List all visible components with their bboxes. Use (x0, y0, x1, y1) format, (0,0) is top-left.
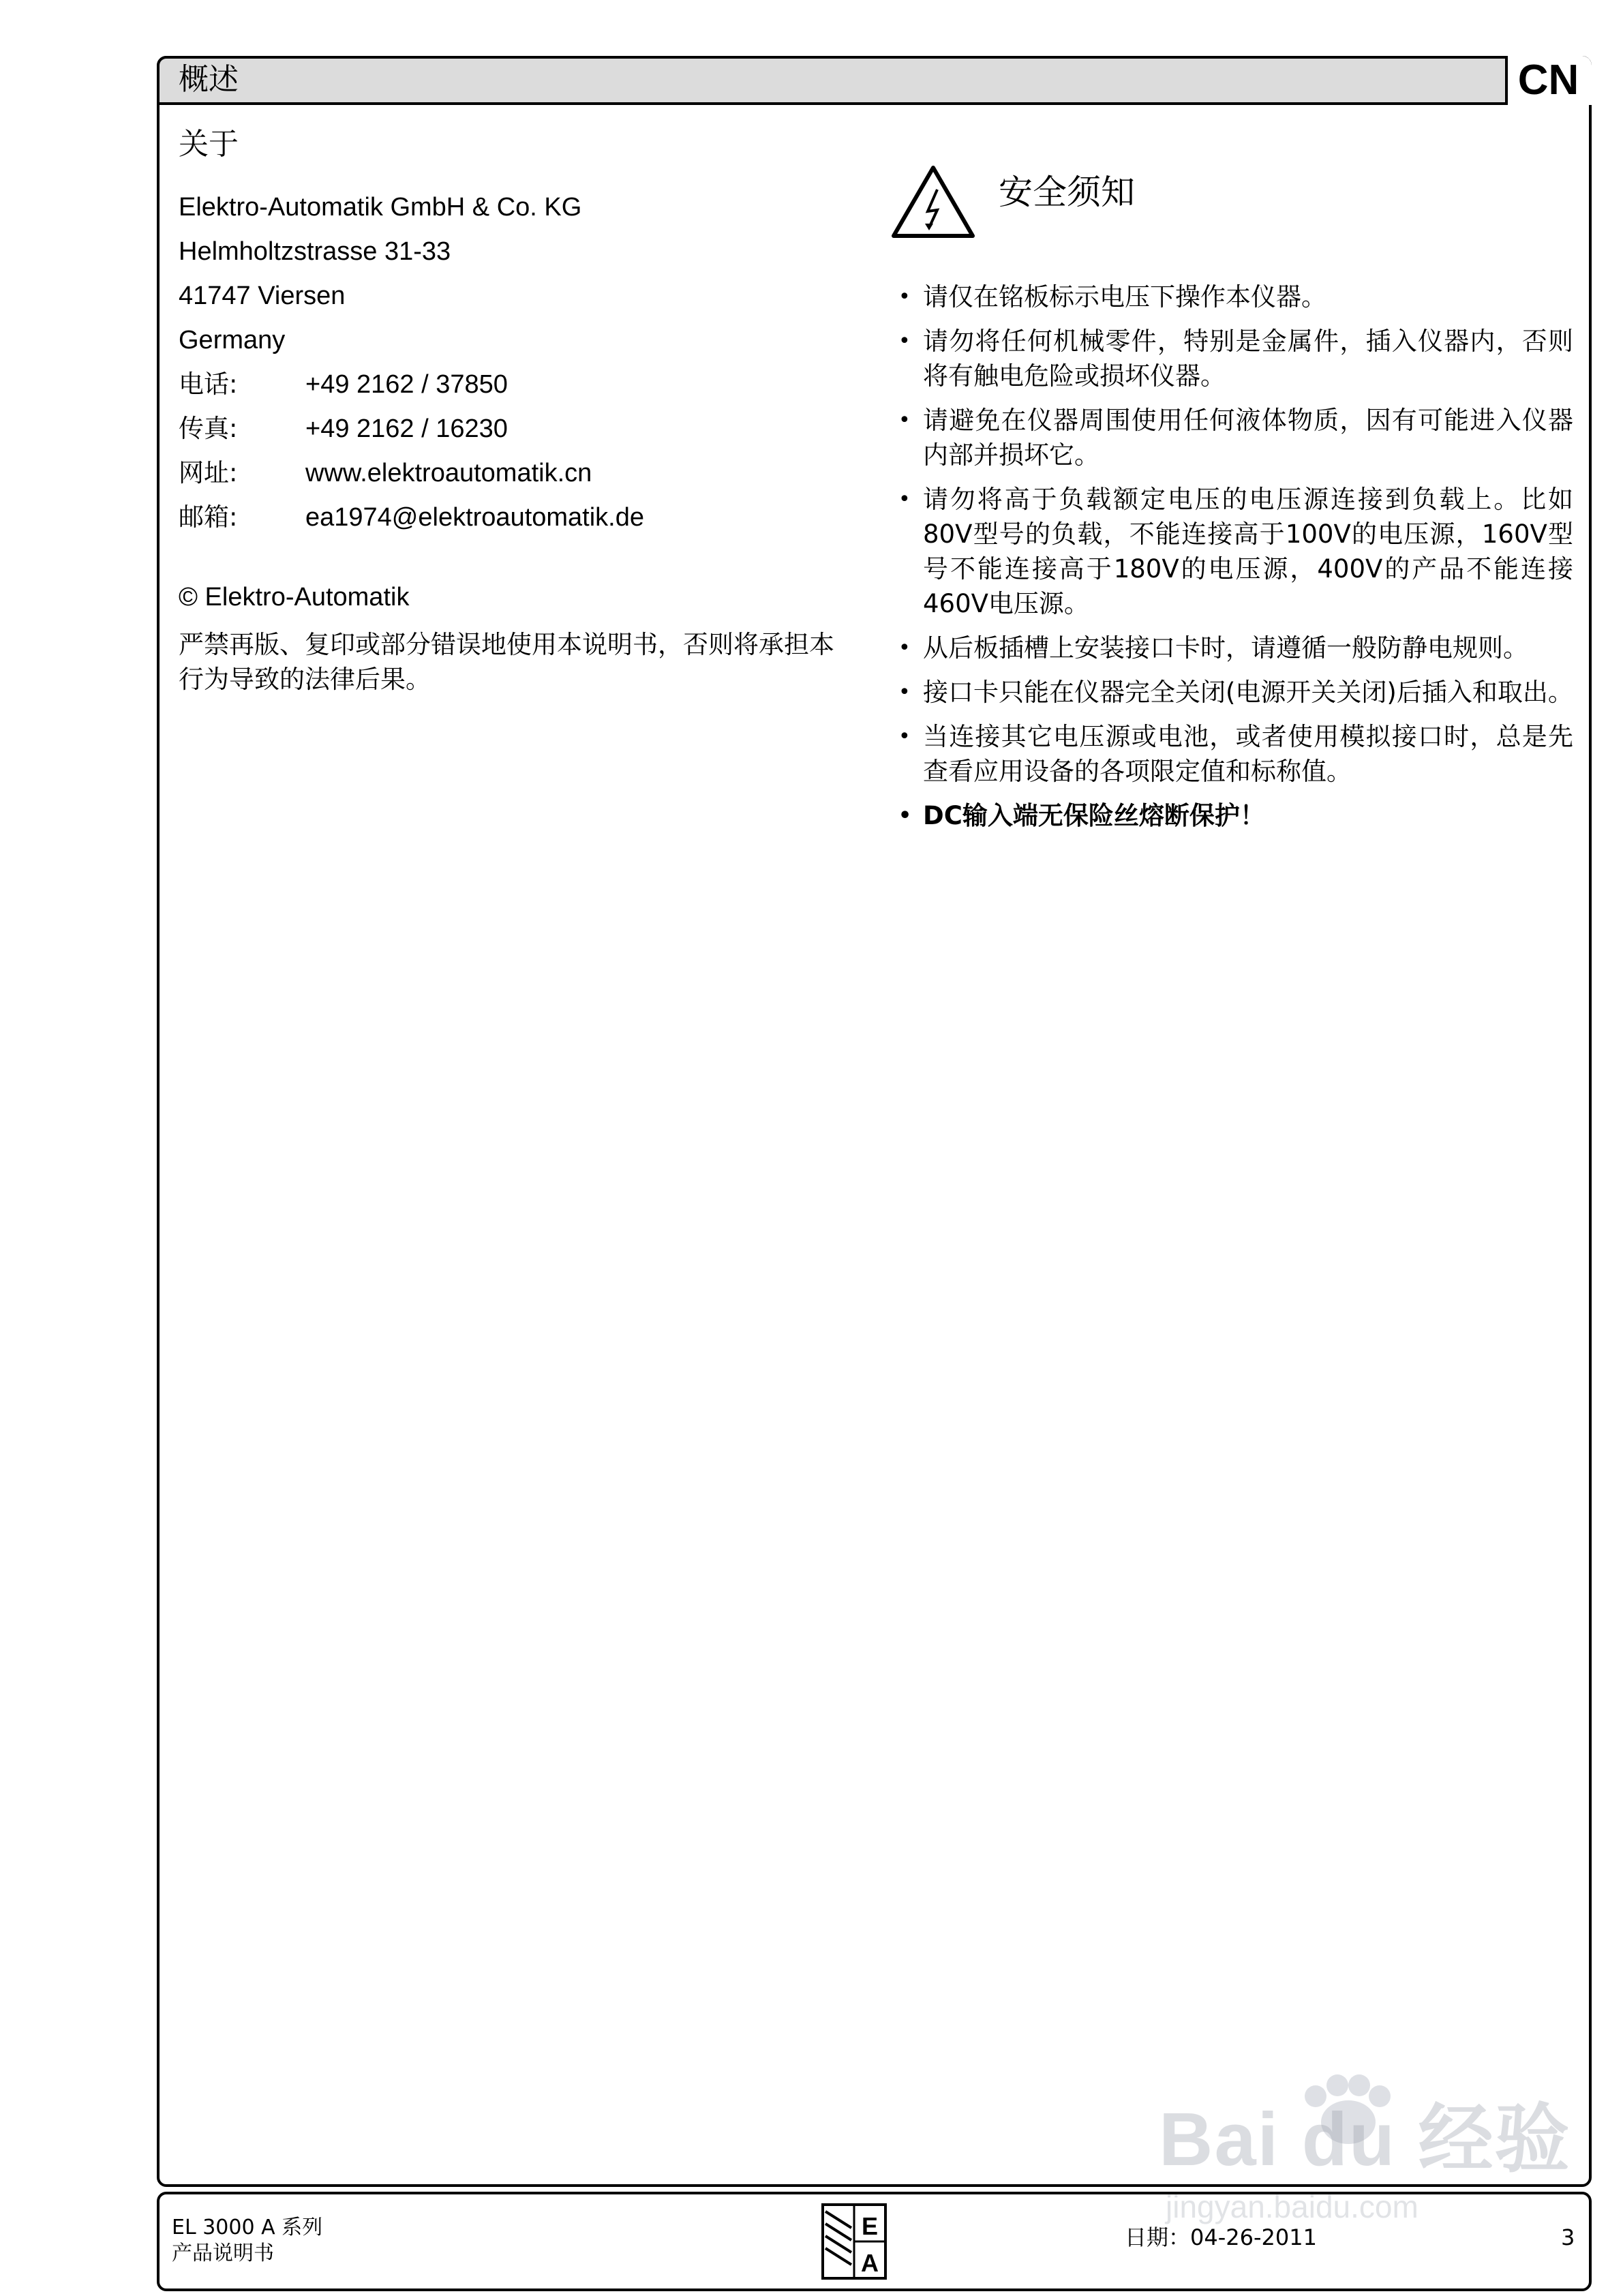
fax-label: 传真: (179, 414, 238, 443)
about-title: 关于 (179, 127, 239, 162)
fax-value: +49 2162 / 16230 (305, 414, 508, 443)
ea-logo-icon (821, 2203, 887, 2280)
safety-item: • 从后板插槽上安装接口卡时，请遵循一般防静电规则。 (898, 631, 1573, 665)
safety-item: • 请避免在仪器周围使用任何液体物质，因有可能进入仪器内部并损坏它。 (898, 403, 1573, 472)
page-number: 3 (1561, 2224, 1575, 2250)
website-label: 网址: (179, 458, 238, 487)
safety-item: • 请仅在铭板标示电压下操作本仪器。 (898, 280, 1573, 314)
footer-doc-type: 产品说明书 (172, 2241, 274, 2265)
watermark-url: jingyan.baidu.com (1166, 2189, 1419, 2224)
safety-item: • 当连接其它电压源或电池，或者使用模拟接口时，总是先查看应用设备的各项限定值和标称值。 (898, 719, 1573, 789)
copyright: © Elektro-Automatik (179, 583, 410, 611)
footer-model: EL 3000 A 系列 (172, 2216, 323, 2239)
footer-date: 日期：04-26-2011 (1125, 2224, 1317, 2250)
high-voltage-warning-icon (890, 164, 977, 240)
legal-notice: 严禁再版、复印或部分错误地使用本说明书，否则将承担本行为导致的法律后果。 (179, 630, 834, 694)
watermark-text: Bai du 经验 (1159, 2098, 1571, 2181)
website-link[interactable]: www.elektroautomatik.cn (305, 459, 592, 487)
header-bar (157, 56, 1592, 105)
email-label: 邮箱: (179, 502, 238, 532)
company-street: Helmholtzstrasse 31-33 (179, 237, 451, 266)
svg-text:A: A (861, 2249, 879, 2277)
safety-list (898, 280, 1573, 843)
phone-label: 电话: (179, 369, 238, 399)
phone-value: +49 2162 / 37850 (305, 370, 508, 399)
email-link[interactable]: ea1974@elektroautomatik.de (305, 503, 645, 532)
svg-text:E: E (861, 2212, 879, 2240)
header-title: 概述 (179, 62, 239, 97)
company-country: Germany (179, 326, 286, 354)
language-code: CN (1517, 57, 1579, 104)
safety-title: 安全须知 (999, 172, 1135, 212)
company-name: Elektro-Automatik GmbH & Co. KG (179, 193, 582, 222)
safety-item-fuse-warning: • DC输入端无保险丝熔断保护！ (898, 798, 1573, 833)
safety-item: • 请勿将高于负载额定电压的电压源连接到负载上。比如80V型号的负载，不能连接高于100V的电压源，160V型号不能连接高于180V的电压源，400V的产品不能连接460V电压源。 (898, 482, 1573, 621)
safety-item: • 接口卡只能在仪器完全关闭(电源开关关闭)后插入和取出。 (898, 675, 1573, 710)
company-city: 41747 Viersen (179, 282, 346, 310)
safety-item: • 请勿将任何机械零件，特别是金属件，插入仪器内，否则将有触电危险或损坏仪器。 (898, 324, 1573, 393)
